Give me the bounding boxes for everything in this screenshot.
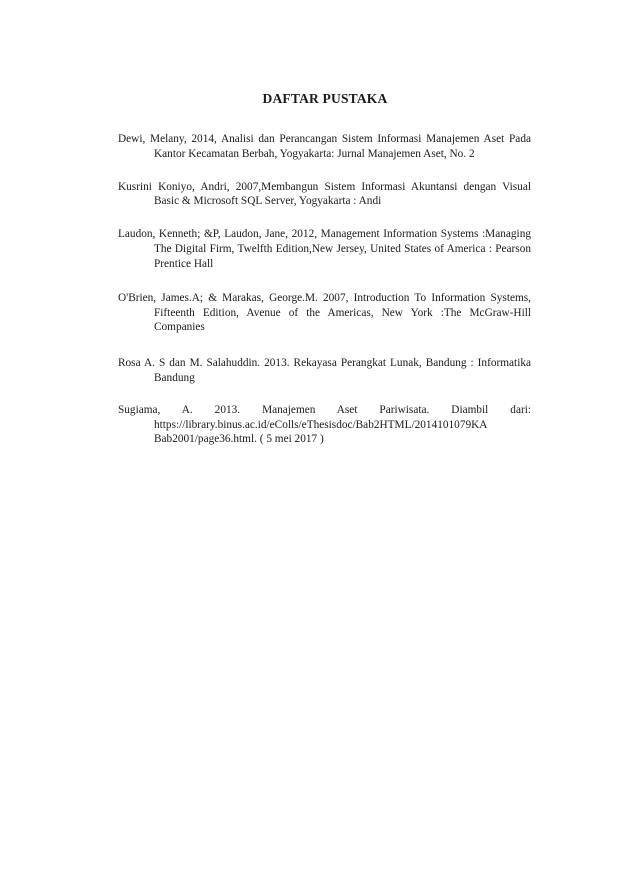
page-title: DAFTAR PUSTAKA — [262, 91, 388, 106]
reference-entry: Kusrini Koniyo, Andri, 2007,Membangun Sistem Informasi Akuntansi dengan Visual Basic & Microsoft SQL Server, Yogyakarta : Andi — [118, 180, 531, 208]
reference-list — [118, 132, 531, 465]
reference-entry: Dewi, Melany, 2014, Analisi dan Perancangan Sistem Informasi Manajemen Aset Pada Kantor Kecamatan Berbah, Yogyakarta: Jurnal Manajemen Aset, No. 2 — [118, 133, 531, 160]
reference-entry: Laudon, Kenneth; &P, Laudon, Jane, 2012, Management Information Systems :Managing The Digital Firm, Twelfth Edition,New Jersey, United States of America : Pearson Prentice Hall — [118, 228, 531, 270]
reference-entry: Sugiama, A. 2013. Manajemen Aset Pariwisata. Diambil dari: https://library.binus.ac.id/eColls/eThesisdoc/Bab2HTML/2014101079KA Bab2001/page36.html. ( 5 mei 2017 ) — [118, 404, 531, 446]
reference-entry: O'Brien, James.A; & Marakas, George.M. 2007, Introduction To Information Systems, Fifteenth Edition, Avenue of the Americas, New York :The McGraw-Hill Companies — [118, 292, 531, 334]
reference-entry: Rosa A. S dan M. Salahuddin. 2013. Rekayasa Perangkat Lunak, Bandung : Informatika Bandung — [118, 356, 531, 384]
